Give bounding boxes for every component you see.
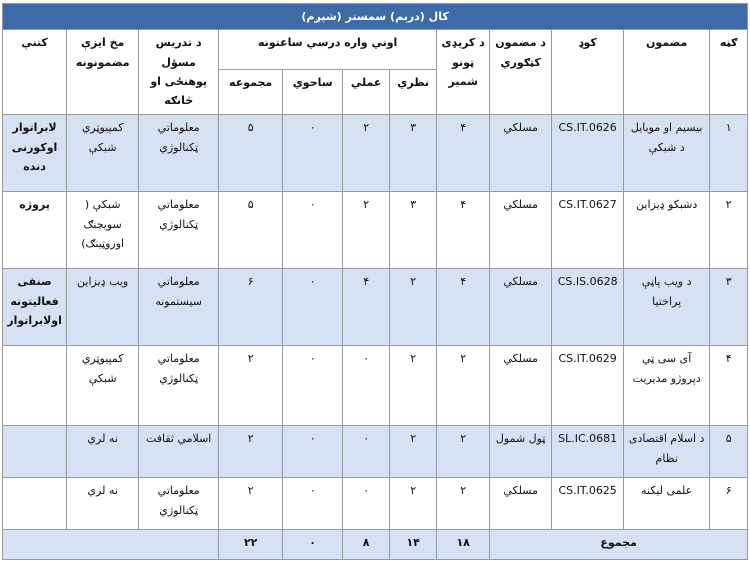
cell-prerequisite: کمپیوټري شبکې bbox=[67, 115, 139, 192]
totals-row bbox=[3, 530, 748, 560]
cell-notes: لابراتوار اوکورنی دنده bbox=[3, 115, 67, 192]
cell-no: ۲ bbox=[710, 192, 748, 269]
cell-subject: دشبکو ډیزاین bbox=[624, 192, 710, 269]
cell-lab: ۰ bbox=[283, 426, 343, 478]
cell-credits: ۴ bbox=[437, 115, 490, 192]
cell-theory: ۲ bbox=[390, 269, 437, 346]
cell-category: مسلکي bbox=[490, 269, 552, 346]
table-title: کال (درېم) سمستر (شپږم) bbox=[3, 4, 748, 30]
header-department: د تدریس مسؤل پوهنځی او څانګه bbox=[139, 30, 219, 115]
cell-category: ټول شمول bbox=[490, 426, 552, 478]
cell-credits: ۲ bbox=[437, 346, 490, 426]
totals-total: ۲۲ bbox=[219, 530, 283, 560]
totals-theory: ۱۴ bbox=[390, 530, 437, 560]
cell-prerequisite: شبکې ( سویچنګ اوروټینګ) bbox=[67, 192, 139, 269]
header-theory: نظري bbox=[390, 70, 437, 115]
cell-practical: ۲ bbox=[343, 192, 390, 269]
table-row bbox=[3, 426, 748, 478]
cell-subject: بیسیم او موبایل د شبکې bbox=[624, 115, 710, 192]
cell-practical: ۲ bbox=[343, 115, 390, 192]
cell-subject: د اسلام اقتصادی نظام bbox=[624, 426, 710, 478]
cell-credits: ۲ bbox=[437, 426, 490, 478]
cell-no: ۶ bbox=[710, 478, 748, 530]
header-notes: کتنې bbox=[3, 30, 67, 115]
header-prerequisite: مخ ایزې مضمونونه bbox=[67, 30, 139, 115]
header-weekly-hours: اوني واره درسي ساعتونه bbox=[219, 30, 437, 70]
cell-notes: پروژه bbox=[3, 192, 67, 269]
cell-theory: ۳ bbox=[390, 115, 437, 192]
cell-lab: ۰ bbox=[283, 115, 343, 192]
cell-code: SL.IC.0681 bbox=[552, 426, 624, 478]
cell-notes bbox=[3, 478, 67, 530]
table-row bbox=[3, 346, 748, 426]
cell-category: مسلکي bbox=[490, 115, 552, 192]
cell-total: ۲ bbox=[219, 478, 283, 530]
totals-label: مجموع bbox=[490, 530, 748, 560]
cell-notes bbox=[3, 346, 67, 426]
totals-empty bbox=[3, 530, 219, 560]
header-row bbox=[3, 30, 748, 70]
cell-total: ۵ bbox=[219, 115, 283, 192]
cell-code: CS.IT.0626 bbox=[552, 115, 624, 192]
cell-subject: علمی لیکنه bbox=[624, 478, 710, 530]
cell-total: ۲ bbox=[219, 346, 283, 426]
cell-prerequisite: کمپیوټري شبکې bbox=[67, 346, 139, 426]
cell-department: اسلامي ثقافت bbox=[139, 426, 219, 478]
cell-subject: آی سی ټي دپروژو مدیریت bbox=[624, 346, 710, 426]
totals-lab: ۰ bbox=[283, 530, 343, 560]
table-row bbox=[3, 115, 748, 192]
cell-code: CS.IT.0625 bbox=[552, 478, 624, 530]
cell-total: ۵ bbox=[219, 192, 283, 269]
cell-category: مسلکي bbox=[490, 478, 552, 530]
cell-theory: ۲ bbox=[390, 478, 437, 530]
cell-no: ۳ bbox=[710, 269, 748, 346]
cell-credits: ۴ bbox=[437, 192, 490, 269]
cell-practical: ۰ bbox=[343, 426, 390, 478]
header-code: کوډ bbox=[552, 30, 624, 115]
header-no: ګڼه bbox=[710, 30, 748, 115]
cell-prerequisite: نه لري bbox=[67, 478, 139, 530]
totals-practical: ۸ bbox=[343, 530, 390, 560]
cell-department: معلوماتي ټکنالوژي bbox=[139, 346, 219, 426]
cell-lab: ۰ bbox=[283, 269, 343, 346]
cell-theory: ۲ bbox=[390, 426, 437, 478]
cell-code: CS.IT.0627 bbox=[552, 192, 624, 269]
header-credits: د کریډی ټونو شمیر bbox=[437, 30, 490, 115]
table-title-row bbox=[3, 4, 748, 30]
cell-no: ۱ bbox=[710, 115, 748, 192]
cell-credits: ۴ bbox=[437, 269, 490, 346]
cell-notes bbox=[3, 426, 67, 478]
cell-practical: ۰ bbox=[343, 478, 390, 530]
cell-prerequisite: نه لري bbox=[67, 426, 139, 478]
cell-category: مسلکي bbox=[490, 192, 552, 269]
cell-no: ۴ bbox=[710, 346, 748, 426]
cell-code: CS.IS.0628 bbox=[552, 269, 624, 346]
cell-prerequisite: ویب ډیزاین bbox=[67, 269, 139, 346]
cell-department: معلوماتي ټکنالوژي bbox=[139, 115, 219, 192]
cell-notes: صنفی فعالیتونه اولابراتوار bbox=[3, 269, 67, 346]
course-schedule-table bbox=[2, 3, 748, 560]
header-total: مجموعه bbox=[219, 70, 283, 115]
cell-practical: ۴ bbox=[343, 269, 390, 346]
cell-department: معلوماتي سیستمونه bbox=[139, 269, 219, 346]
cell-lab: ۰ bbox=[283, 478, 343, 530]
totals-credits: ۱۸ bbox=[437, 530, 490, 560]
table-row bbox=[3, 192, 748, 269]
cell-credits: ۲ bbox=[437, 478, 490, 530]
cell-code: CS.IT.0629 bbox=[552, 346, 624, 426]
table-row bbox=[3, 269, 748, 346]
header-practical: عملي bbox=[343, 70, 390, 115]
header-lab: ساحوي bbox=[283, 70, 343, 115]
header-subject: مضمون bbox=[624, 30, 710, 115]
cell-theory: ۲ bbox=[390, 346, 437, 426]
cell-practical: ۰ bbox=[343, 346, 390, 426]
cell-lab: ۰ bbox=[283, 192, 343, 269]
cell-total: ۲ bbox=[219, 426, 283, 478]
cell-no: ۵ bbox=[710, 426, 748, 478]
cell-lab: ۰ bbox=[283, 346, 343, 426]
cell-department: معلوماتي ټکنالوژي bbox=[139, 192, 219, 269]
cell-category: مسلکي bbox=[490, 346, 552, 426]
table-row bbox=[3, 478, 748, 530]
cell-theory: ۳ bbox=[390, 192, 437, 269]
cell-department: معلوماتي ټکنالوژي bbox=[139, 478, 219, 530]
header-category: د مضمون کټګوري bbox=[490, 30, 552, 115]
cell-subject: د ویب پاڼې پراختیا bbox=[624, 269, 710, 346]
cell-total: ۶ bbox=[219, 269, 283, 346]
